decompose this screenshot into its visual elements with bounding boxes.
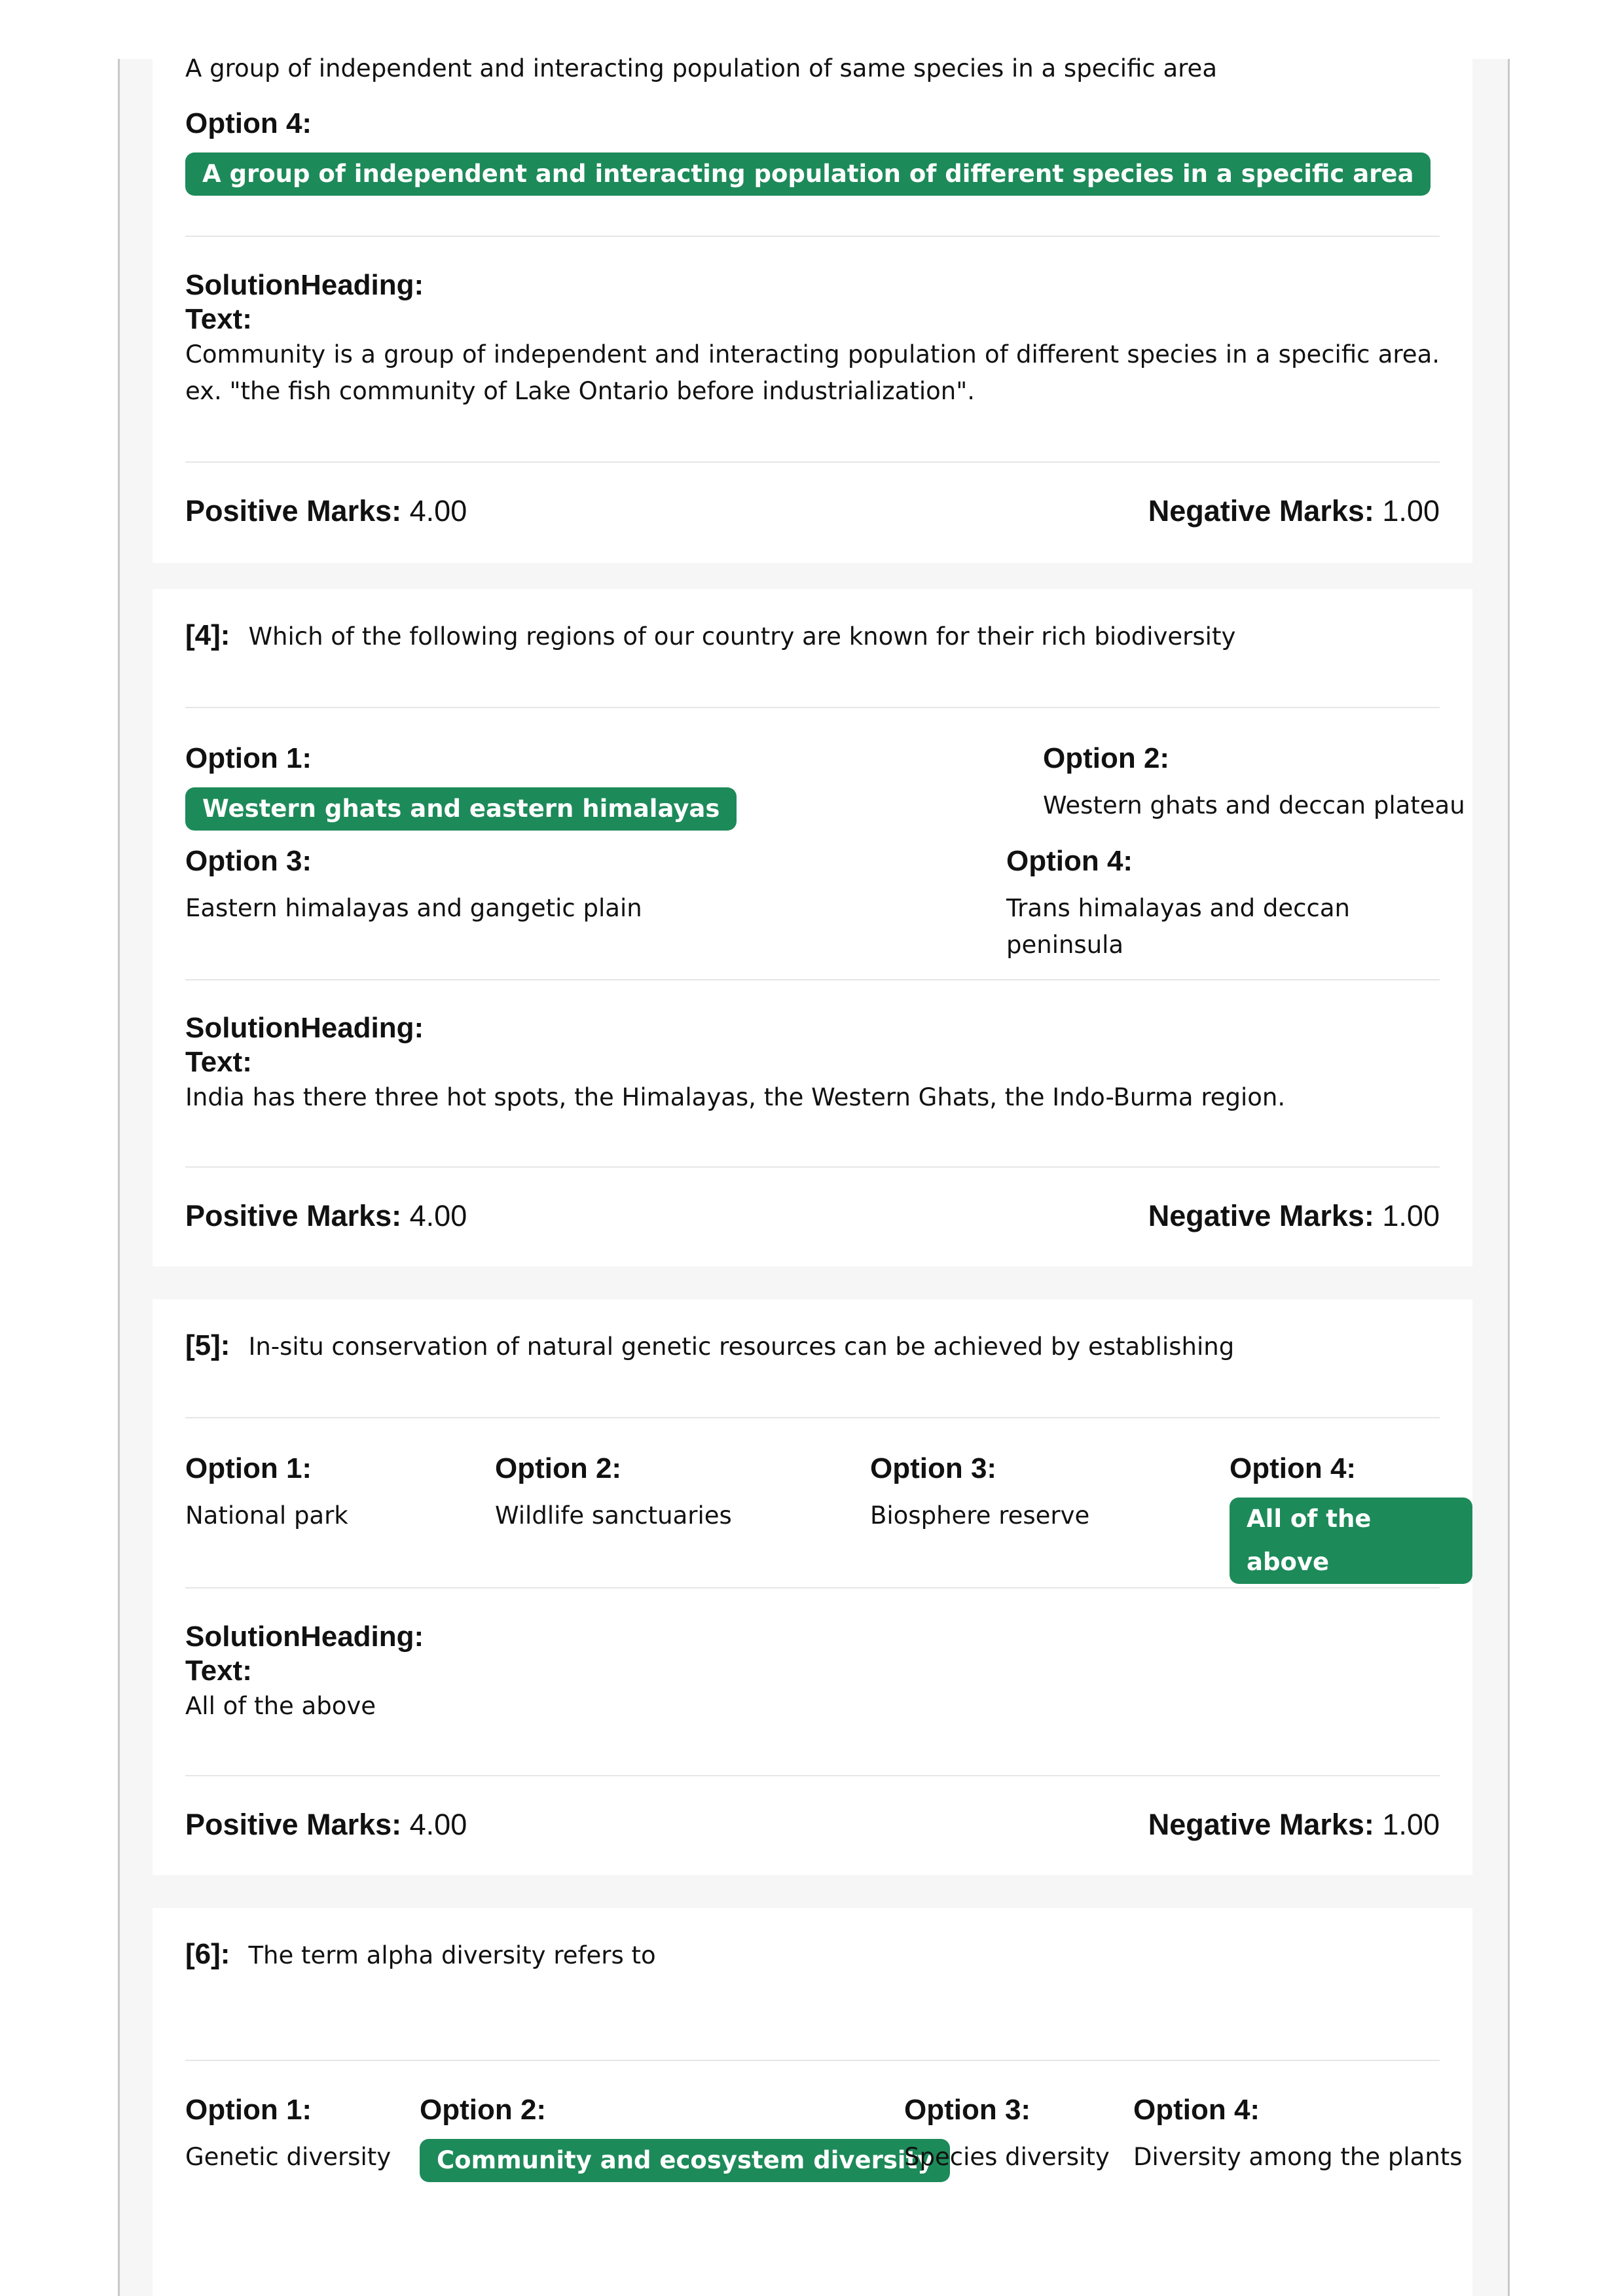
q3-option4-correct-answer: A group of independent and interacting population of different species in a specific area xyxy=(185,152,1431,196)
option-label: Option 2: xyxy=(1043,742,1170,774)
option-label: Option 1: xyxy=(185,742,312,774)
q3-option3-text: A group of independent and interacting population of same species in a specific area xyxy=(185,54,1217,82)
q5-option-3[interactable] xyxy=(870,1452,1089,1534)
option-label: Option 2: xyxy=(420,2094,547,2126)
option-label: Option 3: xyxy=(904,2094,1031,2126)
q4-option-3[interactable] xyxy=(185,844,642,927)
text-label: Text: xyxy=(185,1046,252,1078)
question-card-4 xyxy=(153,589,1472,1266)
option-label: Option 4: xyxy=(1006,845,1133,877)
q5-option-1[interactable] xyxy=(185,1452,348,1534)
divider xyxy=(185,1166,1440,1168)
divider xyxy=(185,1775,1440,1776)
q4-option-1[interactable] xyxy=(185,742,737,831)
option-text: Wildlife sanctuaries xyxy=(495,1501,732,1530)
q6-question-row xyxy=(185,1937,1440,1974)
positive-marks-label: Positive Marks: xyxy=(185,494,402,528)
question-text: The term alpha diversity refers to xyxy=(248,1941,656,1969)
q4-option-2[interactable] xyxy=(1043,742,1465,824)
option-correct-answer: Western ghats and eastern himalayas xyxy=(185,787,737,831)
q6-option-3[interactable] xyxy=(904,2093,1110,2176)
text-label: Text: xyxy=(185,1655,252,1687)
q5-option-4[interactable] xyxy=(1230,1452,1472,1584)
option-text: Species diversity xyxy=(904,2143,1110,2171)
question-number: [6]: xyxy=(185,1938,230,1970)
solution-heading: SolutionHeading: xyxy=(185,269,424,301)
option-label: Option 3: xyxy=(185,845,312,877)
positive-marks-value: 4.00 xyxy=(409,494,467,528)
option-correct-answer: All of the above xyxy=(1230,1498,1472,1584)
option-label: Option 1: xyxy=(185,2094,312,2126)
q5-marks xyxy=(185,1808,1440,1842)
divider xyxy=(185,979,1440,980)
q4-marks xyxy=(185,1199,1440,1233)
divider xyxy=(185,707,1440,708)
q6-option-2[interactable] xyxy=(420,2093,950,2182)
solution-heading: SolutionHeading: xyxy=(185,1621,424,1653)
negative-marks-value: 1.00 xyxy=(1382,494,1440,528)
positive-marks-value: 4.00 xyxy=(409,1199,467,1232)
option-text: Trans himalayas and deccan peninsula xyxy=(1006,894,1350,959)
divider xyxy=(185,1587,1440,1588)
option-label: Option 4: xyxy=(1133,2094,1260,2126)
divider xyxy=(185,461,1440,463)
option-correct-answer: Community and ecosystem diversity xyxy=(420,2139,950,2182)
question-card-3 xyxy=(153,46,1472,563)
option-label: Option 4: xyxy=(1230,1452,1357,1484)
negative-marks-label: Negative Marks: xyxy=(1148,1808,1374,1841)
option-text: National park xyxy=(185,1501,348,1530)
option-text: Biosphere reserve xyxy=(870,1501,1090,1530)
negative-marks-label: Negative Marks: xyxy=(1148,494,1374,528)
text-label: Text: xyxy=(185,303,252,335)
q5-solution xyxy=(185,1620,1440,1725)
option-text: Eastern himalayas and gangetic plain xyxy=(185,894,642,922)
q3-solution-text: Community is a group of independent and interacting population of different species in a specific area. ex. "the fish community of Lake Ontario before industrialization". xyxy=(185,340,1440,405)
q3-solution xyxy=(185,268,1440,410)
q4-solution-text: India has there three hot spots, the Himalayas, the Western Ghats, the Indo-Burma region. xyxy=(185,1083,1286,1111)
positive-marks-label: Positive Marks: xyxy=(185,1808,402,1841)
divider xyxy=(185,1417,1440,1418)
q3-marks xyxy=(185,494,1440,528)
negative-marks-value: 1.00 xyxy=(1382,1199,1440,1232)
question-number: [4]: xyxy=(185,619,230,651)
q4-option-4[interactable] xyxy=(1006,844,1472,963)
q4-solution xyxy=(185,1011,1440,1116)
q4-question-row xyxy=(185,619,1440,655)
option-label: Option 3: xyxy=(870,1452,997,1484)
q3-option-4[interactable] xyxy=(185,107,1431,196)
q5-option-2[interactable] xyxy=(495,1452,732,1534)
positive-marks-label: Positive Marks: xyxy=(185,1199,402,1232)
question-card-6 xyxy=(153,1908,1472,2296)
q5-solution-text: All of the above xyxy=(185,1692,376,1720)
question-text: In-situ conservation of natural genetic resources can be achieved by establishing xyxy=(248,1333,1235,1361)
q6-option-4[interactable] xyxy=(1133,2093,1463,2176)
question-text: Which of the following regions of our country are known for their rich biodiversity xyxy=(248,622,1236,651)
negative-marks-label: Negative Marks: xyxy=(1148,1199,1374,1232)
divider xyxy=(185,2060,1440,2061)
option-text: Diversity among the plants xyxy=(1133,2143,1463,2171)
positive-marks-value: 4.00 xyxy=(409,1808,467,1841)
option-text: Western ghats and deccan plateau xyxy=(1043,791,1465,819)
divider xyxy=(185,236,1440,237)
q5-question-row xyxy=(185,1329,1440,1365)
q6-option-1[interactable] xyxy=(185,2093,391,2176)
negative-marks-value: 1.00 xyxy=(1382,1808,1440,1841)
option-text: Genetic diversity xyxy=(185,2143,392,2171)
q3-option4-label: Option 4: xyxy=(185,107,312,139)
option-label: Option 1: xyxy=(185,1452,312,1484)
option-label: Option 2: xyxy=(495,1452,622,1484)
question-number: [5]: xyxy=(185,1329,230,1361)
solution-heading: SolutionHeading: xyxy=(185,1012,424,1044)
question-card-5 xyxy=(153,1299,1472,1875)
